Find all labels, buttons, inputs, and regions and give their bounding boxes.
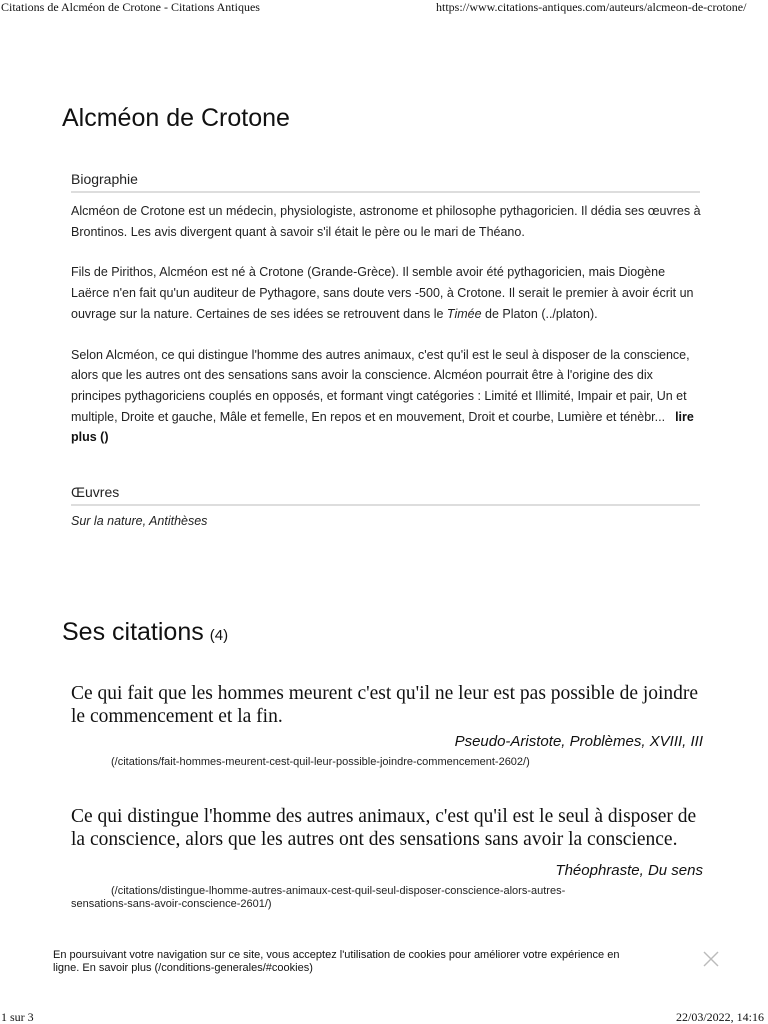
- print-page-title: Citations de Alcméon de Crotone - Citations Antiques: [1, 0, 260, 14]
- quote-text[interactable]: Ce qui fait que les hommes meurent c'est qu'il ne leur est pas possible de joindre le commencement et la fin.: [71, 683, 699, 727]
- read-more-link[interactable]: lire plus (): [71, 409, 694, 445]
- quote-item: [71, 806, 703, 911]
- quotes-heading: [62, 618, 228, 647]
- quote-source: Pseudo-Aristote, Problèmes, XVIII, III: [454, 733, 703, 750]
- biography-paragraph: [71, 345, 703, 449]
- biography-paragraph: [71, 262, 703, 324]
- works-list: Sur la nature, Antithèses: [71, 514, 208, 528]
- close-icon[interactable]: [701, 949, 721, 969]
- work-title-timee: Timée: [446, 306, 482, 321]
- biography-heading: Biographie: [71, 171, 700, 193]
- works-heading: Œuvres: [71, 484, 700, 506]
- quote-link-line[interactable]: (/citations/distingue-lhomme-autres-animaux-cest-quil-seul-disposer-conscience-alors-autres-: [111, 885, 566, 897]
- biography-text-run: Selon Alcméon, ce qui distingue l'homme des autres animaux, c'est qu'il est le seul à disposer de la conscience, alors que les autres ont des sensations sans avoir la conscience. Alcméon pourrait être à l'origine des dix principes pythagoriciens couplés en opposés, et formant vingt catégories : Limité et Illimité, Impair et pair, Un et multiple, Droite et gauche, Mâle et femelle, En repos et en mouvement, Droit et courbe, Lumière et ténèbr...: [71, 347, 690, 424]
- quotes-count: (4): [209, 627, 229, 644]
- quote-link[interactable]: (/citations/fait-hommes-meurent-cest-quil-leur-possible-joindre-commencement-2602/): [111, 756, 530, 768]
- page-number: 1 sur 3: [1, 1010, 34, 1024]
- print-page-url: https://www.citations-antiques.com/auteurs/alcmeon-de-crotone/: [436, 0, 747, 14]
- author-name: Alcméon de Crotone: [62, 104, 290, 132]
- biography-paragraph: Alcméon de Crotone est un médecin, physiologiste, astronome et philosophe pythagoricien. Il dédia ses œuvres à Brontinos. Les avis divergent quant à savoir s'il était le père ou le mari de Théano.: [71, 204, 701, 239]
- print-footer: [0, 1010, 768, 1024]
- quote-link[interactable]: [71, 885, 703, 911]
- quotes-heading-label: Ses citations: [62, 618, 204, 646]
- print-header: [0, 0, 768, 14]
- print-datetime: 22/03/2022, 14:16: [676, 1010, 765, 1024]
- biography-text: [71, 201, 703, 468]
- quote-text[interactable]: Ce qui distingue l'homme des autres animaux, c'est qu'il est le seul à disposer de la conscience, alors que les autres ont des sensations sans avoir la conscience.: [71, 806, 697, 850]
- quote-source: Théophraste, Du sens: [555, 862, 703, 879]
- quote-link-line[interactable]: sensations-sans-avoir-conscience-2601/): [71, 898, 272, 910]
- biography-text-run: Fils de Pirithos, Alcméon est né à Crotone (Grande-Grèce). Il semble avoir été pythagoricien, mais Diogène Laërce n'en fait qu'un auditeur de Pythagore, sans doute vers -500, à Crotone. Il serait le premier à avoir écrit un ouvrage sur la nature. Certaines de ses idées se retrouvent dans le: [71, 265, 694, 321]
- quote-item: [71, 683, 703, 769]
- cookie-banner-text: En poursuivant votre navigation sur ce site, vous acceptez l'utilisation de cookies pour améliorer votre expérience en ligne. En savoir plus (/conditions-generales/#cookies): [53, 949, 620, 974]
- cookie-banner: [53, 949, 713, 975]
- biography-text-run: de Platon (../platon).: [481, 306, 598, 321]
